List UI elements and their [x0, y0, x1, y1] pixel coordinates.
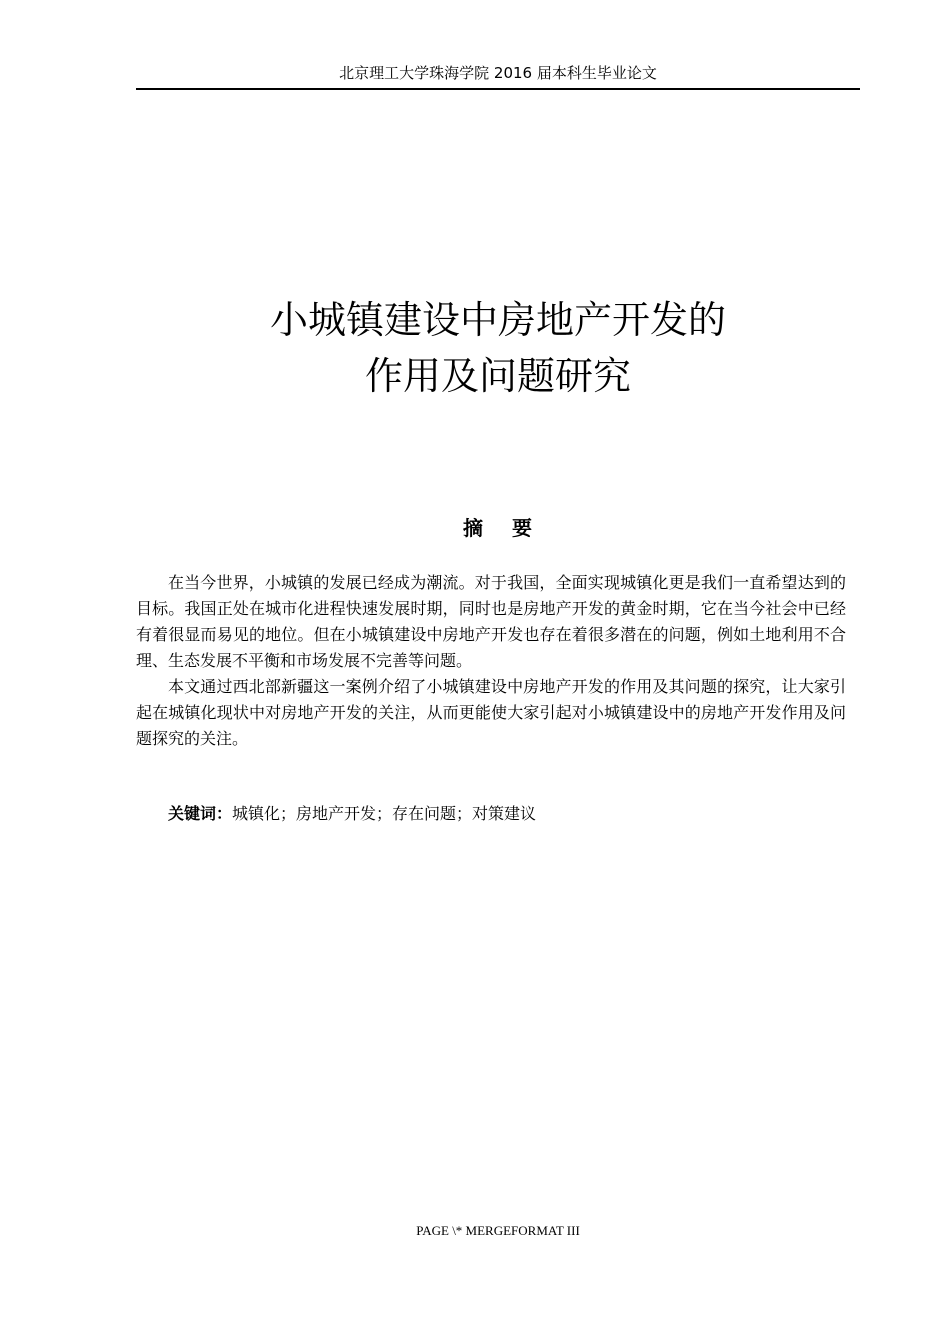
abstract-paragraph: 在当今世界，小城镇的发展已经成为潮流。对于我国，全面实现城镇化更是我们一直希望达到的目标。我国正处在城市化进程快速发展时期，同时也是房地产开发的黄金时期，它在当今社会中已经有着很显而易见的地位。但在小城镇建设中房地产开发也存在着很多潜在的问题，例如土地利用不合理、生态发展不平衡和市场发展不完善等问题。 — [136, 573, 846, 670]
abstract-heading-char-1: 摘 — [463, 516, 484, 540]
keywords-value: 城镇化；房地产开发；存在问题；对策建议 — [232, 804, 537, 823]
abstract-heading-char-2: 要 — [512, 516, 533, 540]
abstract-body — [136, 570, 846, 752]
keywords-line — [136, 801, 846, 827]
thesis-title-line-1: 小城镇建设中房地产开发的 — [269, 298, 726, 342]
keywords-label: 关键词： — [168, 804, 233, 823]
thesis-title-line-2: 作用及问题研究 — [364, 354, 631, 398]
running-header: 北京理工大学珠海学院 2016 届本科生毕业论文 — [339, 64, 657, 82]
abstract-paragraph: 本文通过西北部新疆这一案例介绍了小城镇建设中房地产开发的作用及其问题的探究，让大家引起在城镇化现状中对房地产开发的关注，从而更能使大家引起对小城镇建设中的房地产开发作用及问题探究的关注。 — [136, 677, 846, 748]
thesis-title — [136, 292, 860, 404]
page-footer: PAGE \* MERGEFORMAT III — [416, 1223, 580, 1238]
header-rule — [136, 88, 860, 90]
abstract-heading — [136, 514, 860, 542]
